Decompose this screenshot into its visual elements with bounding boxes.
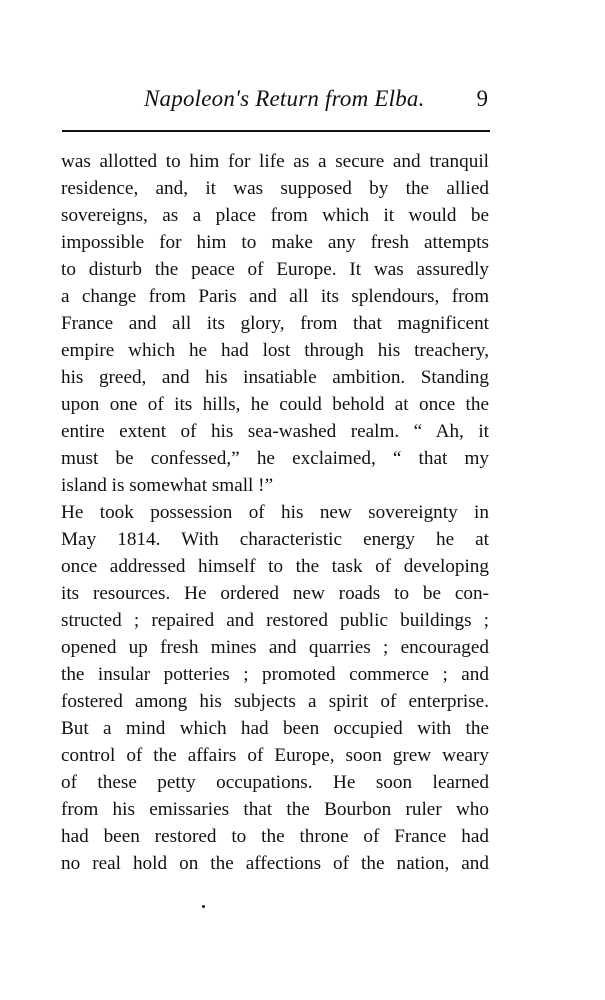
text-line: upon one of its hills, he could behold at once the bbox=[61, 394, 489, 415]
text-line: its resources. He ordered new roads to be con- bbox=[61, 583, 489, 604]
text-line: a change from Paris and all its splendours, from bbox=[61, 286, 489, 307]
text-line: residence, and, it was supposed by the allied bbox=[61, 178, 489, 199]
text-line-paragraph-start: He took possession of his new sovereignty in bbox=[61, 502, 489, 523]
text-line: structed ; repaired and restored public buildings ; bbox=[61, 610, 489, 631]
text-line: to disturb the peace of Europe. It was assuredly bbox=[61, 259, 489, 280]
text-line-paragraph-end: island is somewhat small !” bbox=[61, 475, 274, 496]
text-line: no real hold on the affections of the nation, and bbox=[61, 853, 489, 874]
text-line: must be confessed,” he exclaimed, “ that my bbox=[61, 448, 489, 469]
header-rule bbox=[62, 130, 490, 132]
text-line: from his emissaries that the Bourbon ruler who bbox=[61, 799, 489, 820]
page-number: 9 bbox=[476, 86, 488, 111]
text-line: once addressed himself to the task of developing bbox=[61, 556, 489, 577]
text-line: of these petty occupations. He soon learned bbox=[61, 772, 489, 793]
running-title: Napoleon's Return from Elba. bbox=[144, 86, 425, 111]
text-line: his greed, and his insatiable ambition. Standing bbox=[61, 367, 489, 388]
text-line: was allotted to him for life as a secure and tranquil bbox=[61, 151, 489, 172]
body-text bbox=[61, 148, 489, 877]
text-line: opened up fresh mines and quarries ; encouraged bbox=[61, 637, 489, 658]
text-line: empire which he had lost through his treachery, bbox=[61, 340, 489, 361]
text-line: the insular potteries ; promoted commerce ; and bbox=[61, 664, 489, 685]
print-speck bbox=[202, 905, 205, 908]
text-line: May 1814. With characteristic energy he at bbox=[61, 529, 489, 550]
text-line: had been restored to the throne of France had bbox=[61, 826, 489, 847]
text-line: But a mind which had been occupied with the bbox=[61, 718, 489, 739]
running-header bbox=[62, 86, 490, 118]
text-line: impossible for him to make any fresh attempts bbox=[61, 232, 489, 253]
text-line: entire extent of his sea-washed realm. “ Ah, it bbox=[61, 421, 489, 442]
text-line: control of the affairs of Europe, soon grew weary bbox=[61, 745, 489, 766]
text-line: France and all its glory, from that magnificent bbox=[61, 313, 489, 334]
text-line: fostered among his subjects a spirit of enterprise. bbox=[61, 691, 489, 712]
text-line: sovereigns, as a place from which it would be bbox=[61, 205, 489, 226]
